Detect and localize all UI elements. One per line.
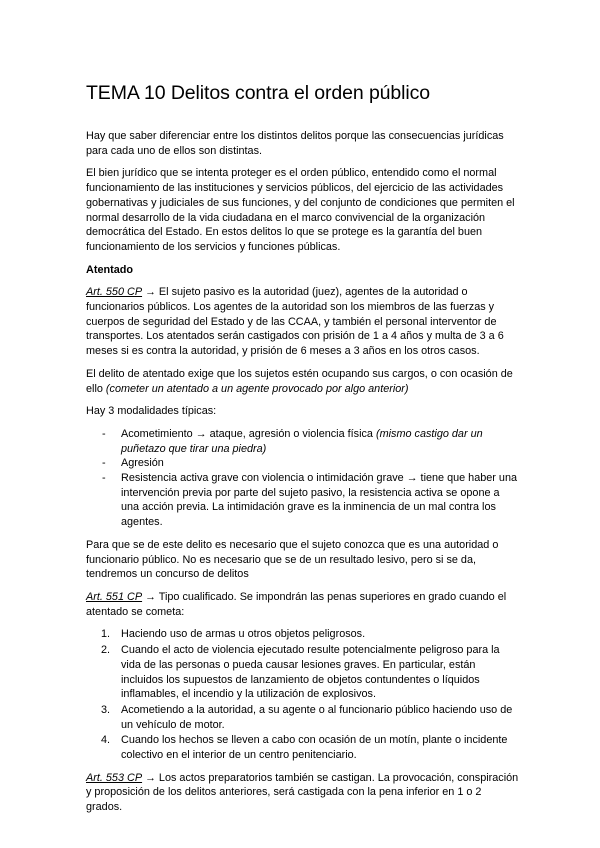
page-title: TEMA 10 Delitos contra el orden público: [86, 82, 431, 104]
art-550-paragraph: [86, 285, 520, 359]
cualificados-list: [86, 627, 520, 762]
list-item-text: Haciendo uso de armas u otros objetos peligrosos.: [121, 628, 366, 641]
list-item-italic: (mismo castigo dar un puñetazo que tirar una piedra): [121, 427, 483, 455]
list-item-text: Agresión: [121, 457, 164, 470]
list-item: [101, 703, 520, 732]
art-551-ref: Art. 551 CP: [86, 590, 143, 603]
art-553-ref: Art. 553 CP: [86, 771, 143, 784]
art-553-paragraph: [86, 771, 520, 815]
section-heading-atentado: Atentado: [86, 263, 133, 276]
number-marker: 3.: [101, 703, 111, 716]
modalidades-intro: Hay 3 modalidades típicas:: [86, 405, 217, 418]
list-item-text: Acometiendo a la autoridad, a su agente o al funcionario público haciendo uso de un vehículo de motor.: [121, 703, 513, 731]
atentado-text: El delito de atentado exige que los sujetos estén ocupando sus cargos, o con ocasión de ello: [86, 367, 513, 395]
number-marker: 4.: [101, 734, 111, 747]
list-item: [101, 733, 520, 762]
list-item: [102, 456, 520, 471]
bullet-marker: -: [102, 457, 106, 470]
list-item: [101, 627, 520, 642]
art-553-text: → Los actos preparatorios también se castigan. La provocación, conspiración y proposición de los delitos anteriores, será castigada con la pena inferior en 1 o 2 grados.: [86, 771, 519, 814]
intro-paragraph-1: Hay que saber diferenciar entre los distintos delitos porque las consecuencias jurídicas para cada uno de ellos son distintas.: [86, 130, 504, 157]
bullet-marker: -: [102, 472, 106, 485]
number-marker: 2.: [101, 644, 111, 657]
list-item: [102, 471, 520, 530]
art-551-text: → Tipo cualificado. Se impondrán las penas superiores en grado cuando el atentado se cometa:: [86, 590, 507, 618]
number-marker: 1.: [101, 628, 111, 641]
modalidades-list: [86, 427, 520, 530]
list-item-text: Acometimiento → ataque, agresión o violencia física: [121, 427, 376, 440]
atentado-paragraph: [86, 367, 520, 396]
conocer-paragraph: Para que se de este delito es necesario que el sujeto conozca que es una autoridad o funcionario público. No es necesario que se de un resultado lesivo, pero si se da, tendremos un concurso de delitos: [86, 538, 499, 581]
list-item: [102, 427, 520, 456]
list-item: [101, 643, 520, 702]
atentado-italic: (cometer un atentado a un agente provocado por algo anterior): [105, 382, 409, 395]
art-550-text: → El sujeto pasivo es la autoridad (juez), agentes de la autoridad o funcionarios públicos. Los agentes de la autoridad son los miembros de las fuerzas y cuerpos de seguridad del Estado y de las CCAA, y también el personal interventor de transportes. Los atentados serán castigados con prisión de 1 a 4 años y multa de 3 a 6 meses si es contra la autoridad, y prisión de 6 meses a 3 años en los otros casos.: [86, 286, 504, 358]
intro-paragraph-2: El bien jurídico que se intenta proteger es el orden público, entendido como el normal funcionamiento de las instituciones y servicios públicos, del ejercicio de las actividades gobernativas y judiciales de sus funciones, y del conjunto de condiciones que permiten el normal desarrollo de la vida ciudadana en el marco convivencial de la organización democrática del Estado. En estos delitos lo que se protege es la garantía del buen funcionamiento de los servicios y funciones públicas.: [86, 167, 515, 253]
art-550-ref: Art. 550 CP: [86, 286, 143, 299]
list-item-text: Cuando los hechos se lleven a cabo con ocasión de un motín, plante o incidente colectivo en el interior de un centro penitenciario.: [121, 734, 508, 762]
bullet-marker: -: [102, 427, 106, 440]
list-item-text: Resistencia activa grave con violencia o intimidación grave → tiene que haber una intervención previa por parte del sujeto pasivo, la resistencia activa se opone a una acción previa. La intimidación grave es la inminencia de un mal contra los agentes.: [121, 472, 518, 529]
art-551-paragraph: [86, 590, 520, 619]
list-item-text: Cuando el acto de violencia ejecutado resulte potencialmente peligroso para la vida de las personas o pueda causar lesiones graves. En particular, están incluidos los supuestos de lanzamiento de objetos contundentes o líquidos inflamables, el incendio y la utilización de explosivos.: [121, 644, 500, 701]
